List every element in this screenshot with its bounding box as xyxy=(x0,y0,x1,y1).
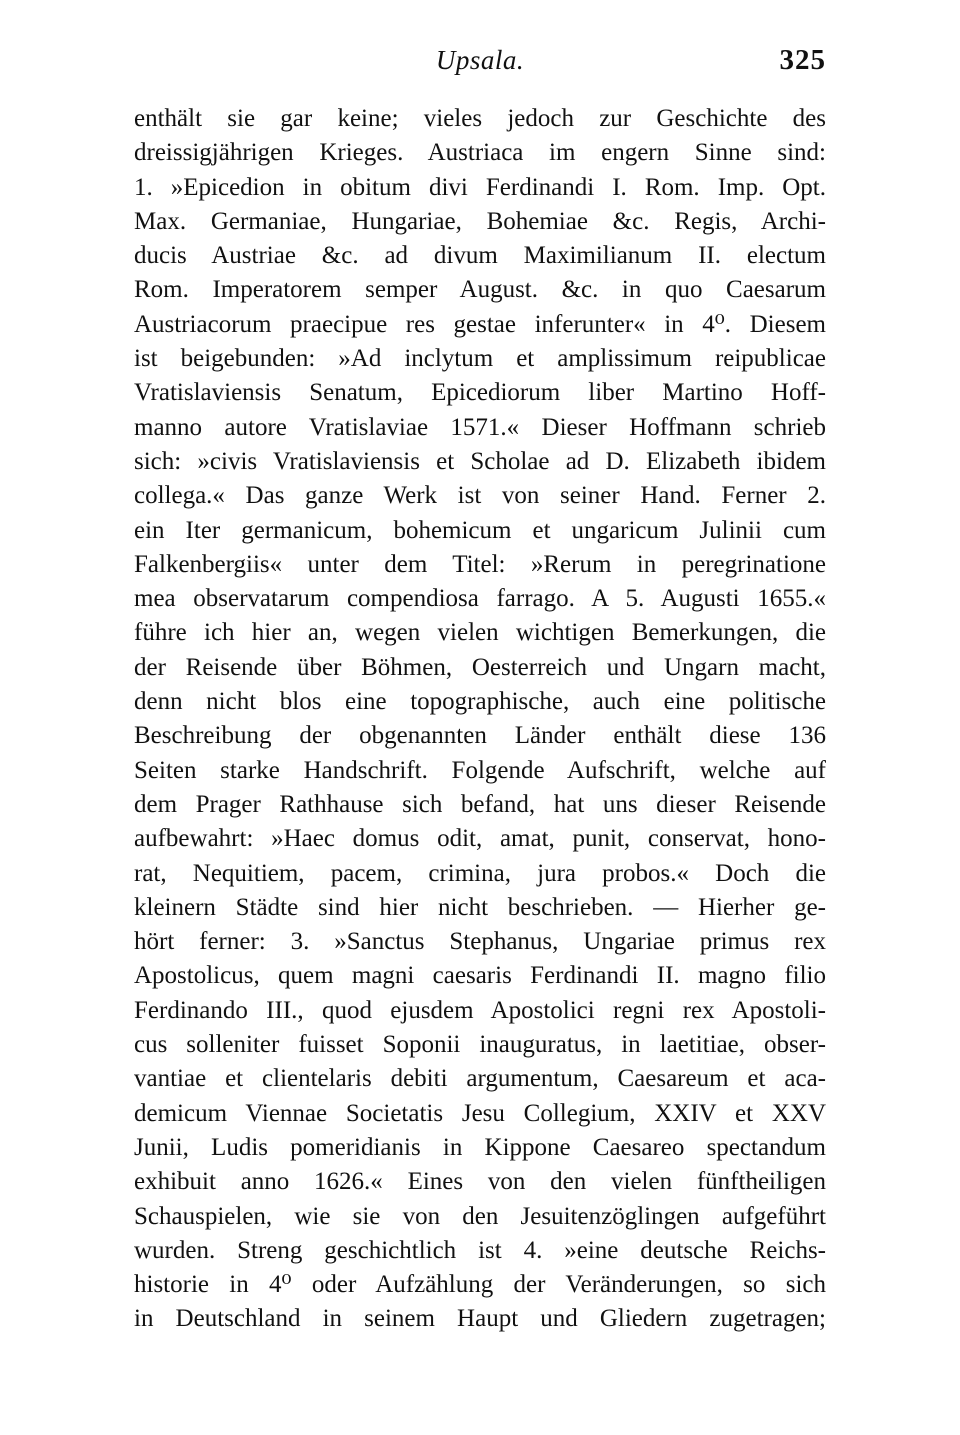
text-line: Schauspielen, wie sie von den Jesuitenzöglingen aufgeführt xyxy=(134,1202,826,1230)
text-line: Beschreibung der obgenannten Länder enthält diese 136 xyxy=(134,722,826,750)
text-line: Apostolicus, quem magni caesaris Ferdinandi II. magno filio xyxy=(134,962,826,990)
text-line: aufbewahrt: »Haec domus odit, amat, punit, conservat, hono- xyxy=(134,825,826,853)
page-number: 325 xyxy=(779,44,826,76)
text-line: historie in 4⁰ oder Aufzählung der Veränderungen, so sich xyxy=(134,1271,826,1299)
text-line: kleinern Städte sind hier nicht beschrieben. — Hierher ge- xyxy=(134,893,826,921)
text-line: ist beigebunden: »Ad inclytum et amplissimum reipublicae xyxy=(134,345,826,373)
text-line: Rom. Imperatorem semper August. &c. in quo Caesarum xyxy=(134,276,826,304)
running-title: Upsala. xyxy=(435,45,525,75)
running-header xyxy=(134,38,826,82)
text-line: mea observatarum compendiosa farrago. A 5. Augusti 1655.« xyxy=(134,585,826,613)
body-text xyxy=(134,102,826,1337)
text-line: Austriacorum praecipue res gestae inferunter« in 4⁰. Diesem xyxy=(134,310,826,338)
text-line: cus solleniter fuisset Soponii inauguratus, in laetitiae, obser- xyxy=(134,1031,826,1059)
text-line: in Deutschland in seinem Haupt und Gliedern zugetragen; xyxy=(134,1305,826,1333)
text-line: Falkenbergiis« unter dem Titel: »Rerum in peregrinatione xyxy=(134,550,826,578)
text-line: dreissigjährigen Krieges. Austriaca im engern Sinne sind: xyxy=(134,139,826,167)
text-line: manno autore Vratislaviae 1571.« Dieser Hoffmann schrieb xyxy=(134,413,826,441)
text-line: vantiae et clientelaris debiti argumentum, Caesareum et aca- xyxy=(134,1065,826,1093)
text-line: führe ich hier an, wegen vielen wichtigen Bemerkungen, die xyxy=(134,619,826,647)
text-line: hört ferner: 3. »Sanctus Stephanus, Ungariae primus rex xyxy=(134,928,826,956)
text-line: der Reisende über Böhmen, Oesterreich und Ungarn macht, xyxy=(134,653,826,681)
text-line: exhibuit anno 1626.« Eines von den vielen fünftheiligen xyxy=(134,1168,826,1196)
text-line: 1. »Epicedion in obitum divi Ferdinandi I. Rom. Imp. Opt. xyxy=(134,173,826,201)
text-line: Seiten starke Handschrift. Folgende Aufschrift, welche auf xyxy=(134,756,826,784)
text-line: demicum Viennae Societatis Jesu Collegium, XXIV et XXV xyxy=(134,1099,826,1127)
text-line: sich: »civis Vratislaviensis et Scholae ad D. Elizabeth ibidem xyxy=(134,447,826,475)
text-line: Vratislaviensis Senatum, Epicediorum liber Martino Hoff- xyxy=(134,379,826,407)
text-line: ducis Austriae &c. ad divum Maximilianum II. electum xyxy=(134,242,826,270)
text-line: Junii, Ludis pomeridianis in Kippone Caesareo spectandum xyxy=(134,1133,826,1161)
text-line: rat, Nequitiem, pacem, crimina, jura probos.« Doch die xyxy=(134,859,826,887)
text-line: Max. Germaniae, Hungariae, Bohemiae &c. Regis, Archi- xyxy=(134,207,826,235)
text-line: collega.« Das ganze Werk ist von seiner Hand. Ferner 2. xyxy=(134,482,826,510)
text-line: ein Iter germanicum, bohemicum et ungaricum Julinii cum xyxy=(134,516,826,544)
text-line: Ferdinando III., quod ejusdem Apostolici regni rex Apostoli- xyxy=(134,996,826,1024)
text-line: enthält sie gar keine; vieles jedoch zur Geschichte des xyxy=(134,105,826,132)
text-line: wurden. Streng geschichtlich ist 4. »eine deutsche Reichs- xyxy=(134,1236,826,1264)
text-line: denn nicht blos eine topographische, auch eine politische xyxy=(134,688,826,716)
text-line: dem Prager Rathhause sich befand, hat uns dieser Reisende xyxy=(134,790,826,818)
